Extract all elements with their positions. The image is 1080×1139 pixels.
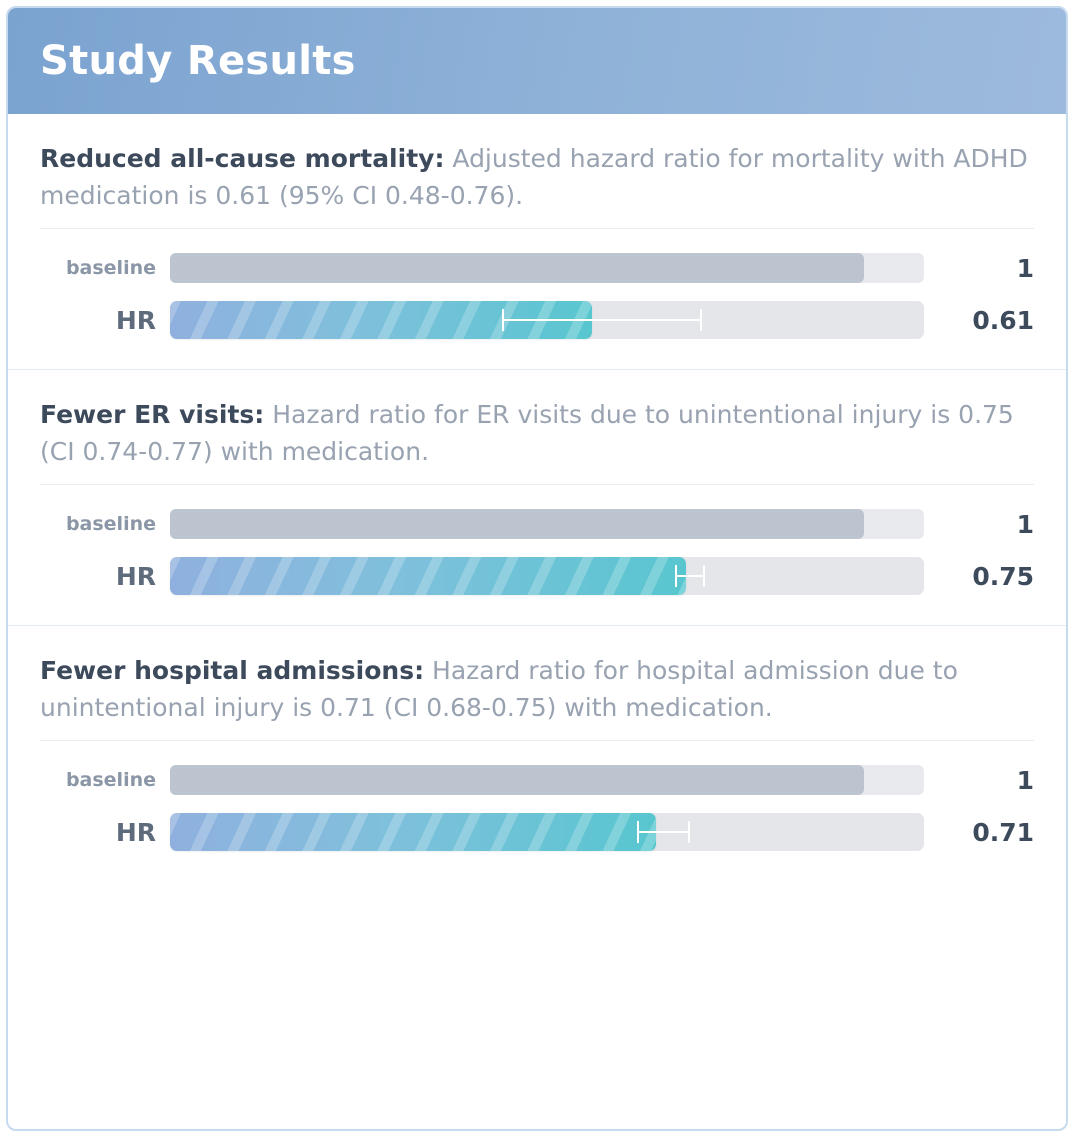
baseline-fill (170, 509, 864, 539)
hr-bar-row (40, 297, 1034, 343)
baseline-value: 1 (1016, 253, 1034, 283)
hr-value: 0.71 (972, 817, 1034, 847)
finding-body: Hazard ratio for ER visits due to unintentional injury is 0.75 (CI 0.74-0.77) with medication. (40, 400, 1014, 466)
baseline-bar-row (40, 757, 1034, 803)
baseline-value: 1 (1016, 509, 1034, 539)
finding-lead: Reduced all-cause mortality: (40, 144, 445, 173)
hr-track (170, 301, 924, 339)
finding-body: Adjusted hazard ratio for mortality with ADHD medication is 0.61 (95% CI 0.48-0.76). (40, 144, 1028, 210)
baseline-fill (170, 253, 864, 283)
baseline-track (170, 509, 924, 539)
baseline-value: 1 (1016, 765, 1034, 795)
baseline-track (170, 253, 924, 283)
hr-track (170, 557, 924, 595)
finding-text (40, 652, 1034, 726)
card-header (8, 8, 1066, 114)
hr-track (170, 813, 924, 851)
confidence-interval-whisker (675, 575, 705, 577)
divider (40, 228, 1034, 229)
baseline-bar-row (40, 501, 1034, 547)
finding-section (8, 114, 1066, 370)
baseline-label: baseline (65, 257, 156, 279)
hr-value: 0.75 (972, 561, 1034, 591)
baseline-label: baseline (65, 769, 156, 791)
confidence-interval-whisker (637, 831, 690, 833)
page-title: Study Results (40, 38, 356, 84)
finding-text (40, 396, 1034, 470)
baseline-track (170, 765, 924, 795)
finding-lead: Fewer ER visits: (40, 400, 265, 429)
finding-text (40, 140, 1034, 214)
finding-lead: Fewer hospital admissions: (40, 656, 425, 685)
confidence-interval-whisker (502, 319, 702, 321)
hr-value: 0.61 (972, 305, 1034, 335)
baseline-bar-row (40, 245, 1034, 291)
hr-bar-row (40, 809, 1034, 855)
divider (40, 484, 1034, 485)
hr-fill (170, 557, 686, 595)
baseline-fill (170, 765, 864, 795)
baseline-label: baseline (65, 513, 156, 535)
hr-label: HR (115, 305, 156, 335)
hr-label: HR (115, 561, 156, 591)
study-results-card (6, 6, 1068, 1131)
hr-fill (170, 813, 656, 851)
finding-section (8, 370, 1066, 626)
divider (40, 740, 1034, 741)
finding-body: Hazard ratio for hospital admission due to unintentional injury is 0.71 (CI 0.68-0.75) with medication. (40, 656, 958, 722)
finding-section (8, 626, 1066, 881)
hr-bar-row (40, 553, 1034, 599)
hr-label: HR (115, 817, 156, 847)
